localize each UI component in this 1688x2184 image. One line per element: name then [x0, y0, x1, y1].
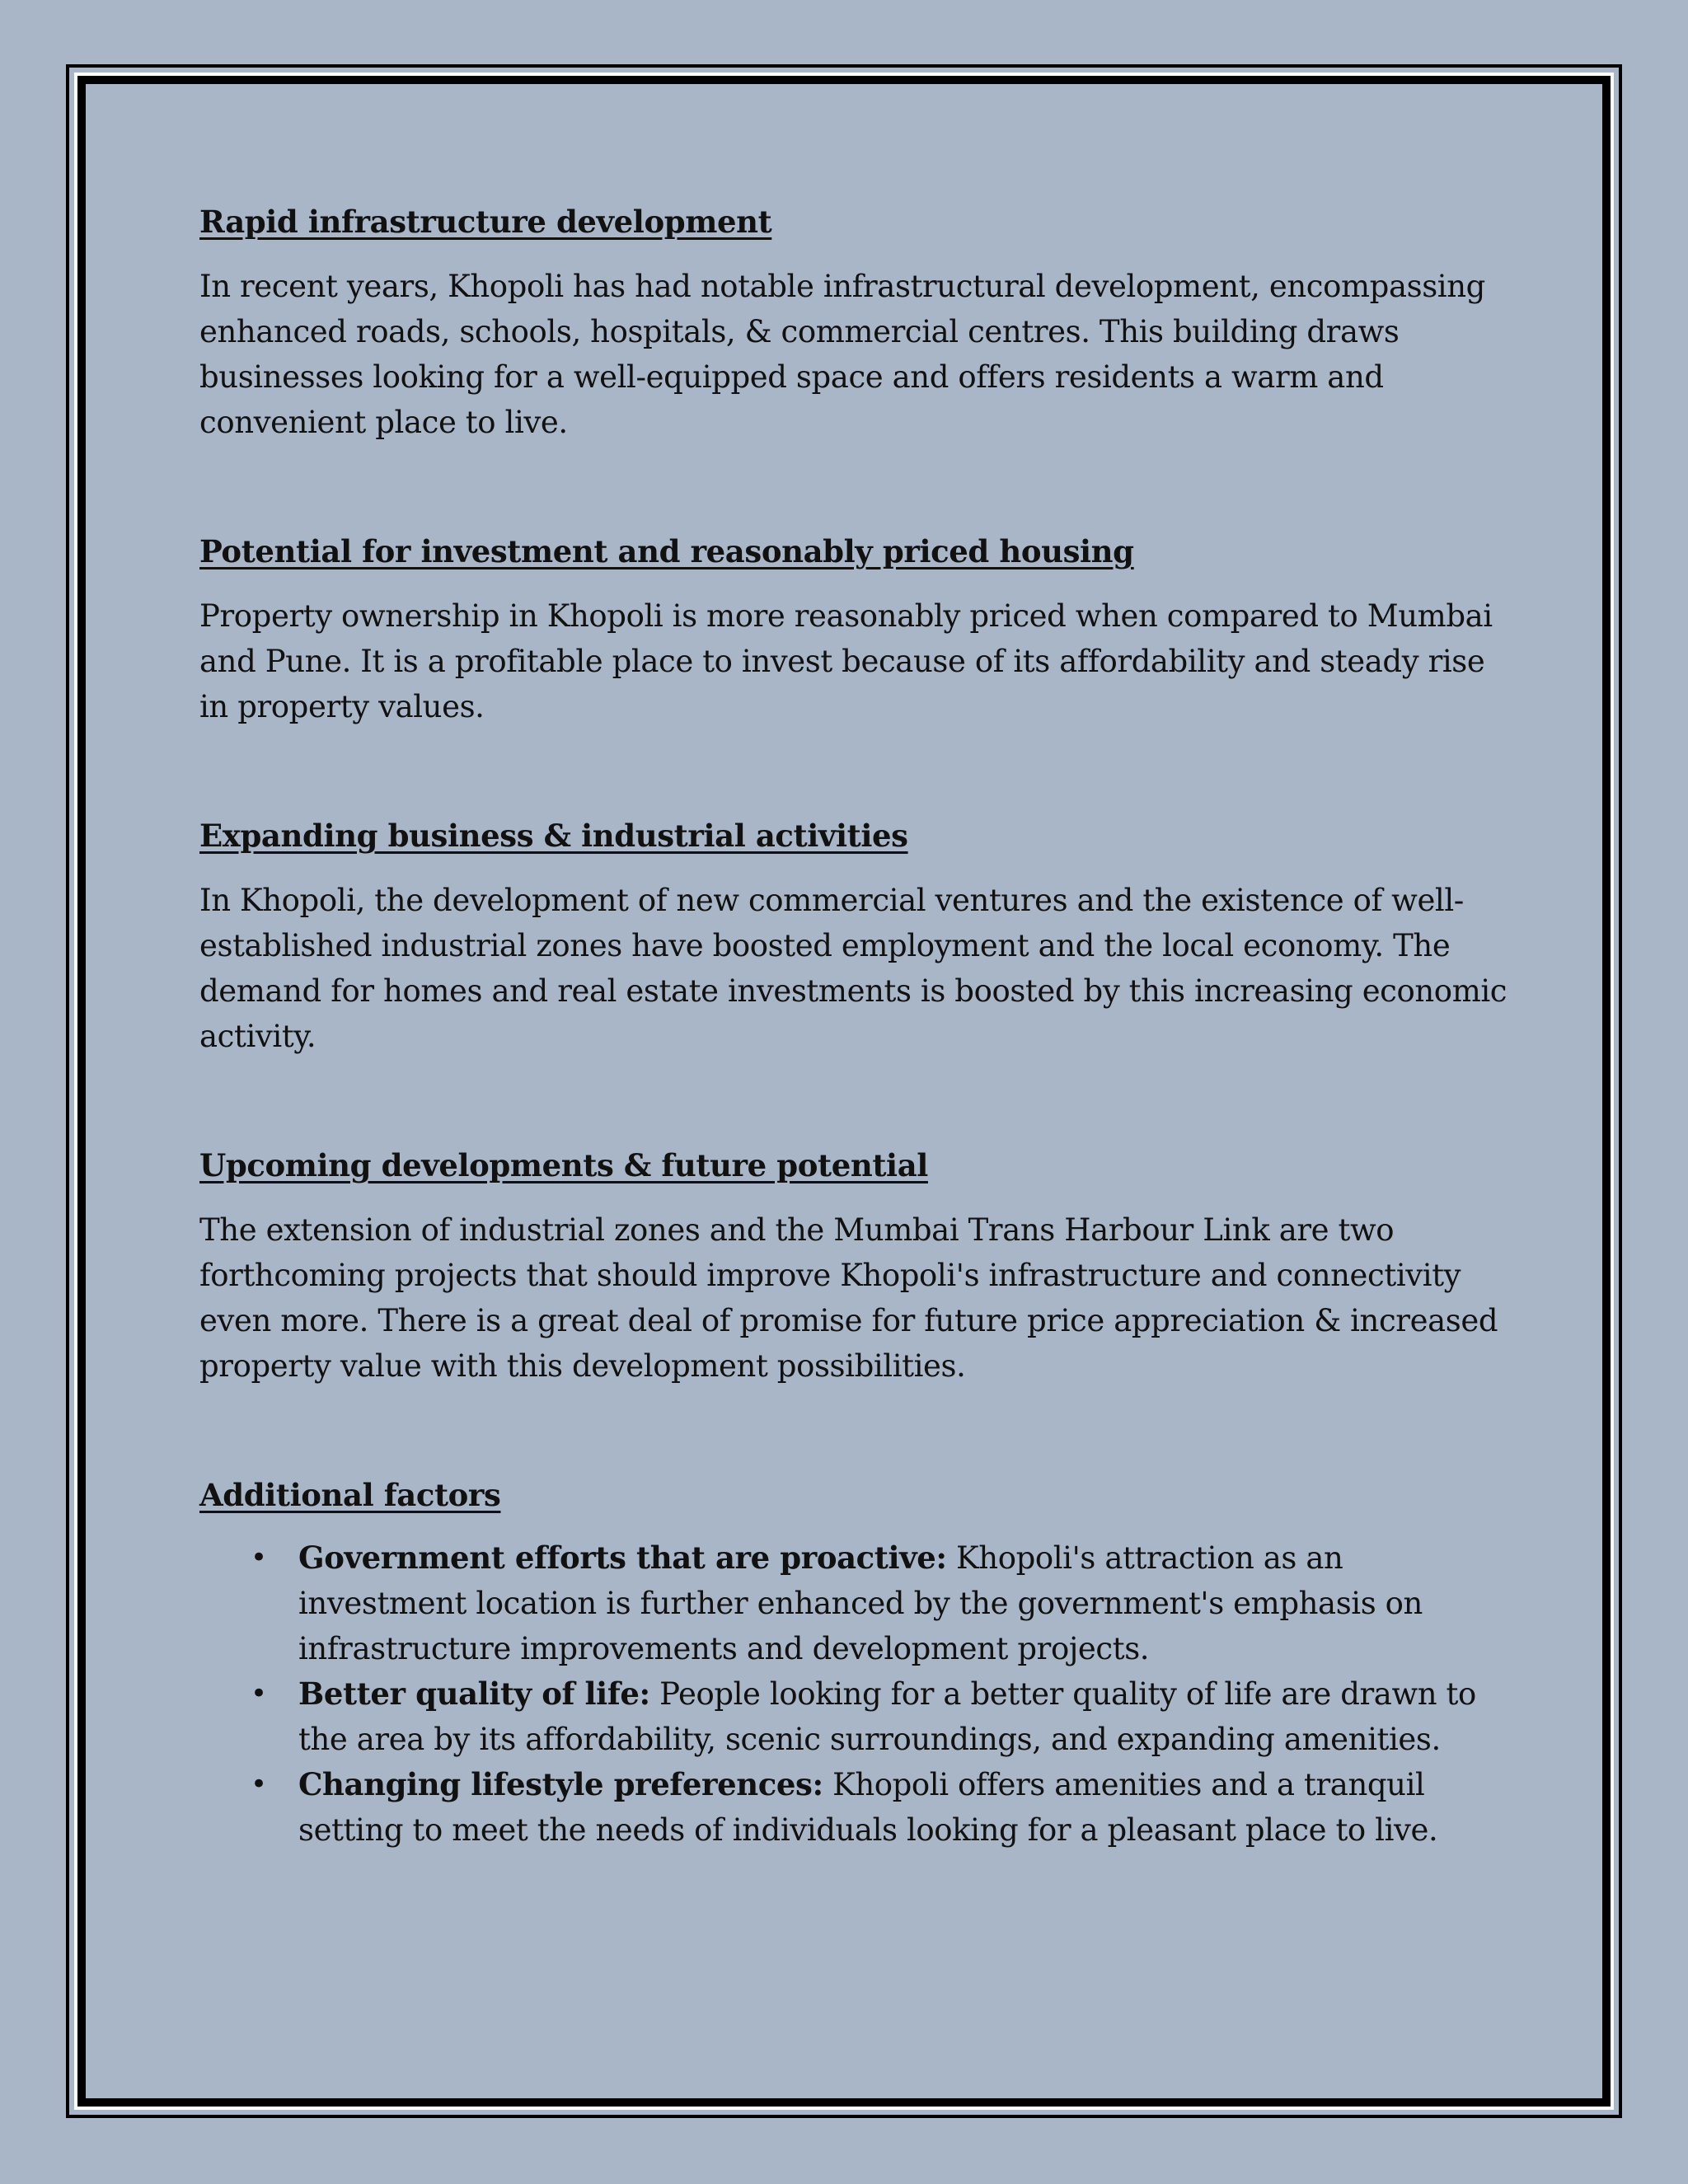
factor-text: Khopoli offers amenities and a tranquil setting to meet the needs of individuals looking for a pleasant place to live. — [298, 1767, 1438, 1848]
factor-term: Better quality of life: — [298, 1675, 650, 1712]
section-heading: Rapid infrastructure development — [199, 204, 772, 240]
section-spacer — [199, 1389, 1510, 1474]
bullet-icon: • — [251, 1677, 267, 1710]
factor-term: Government efforts that are proactive: — [298, 1540, 947, 1576]
section-body: In Khopoli, the development of new commercial ventures and the existence of well-established industrial zones have boosted employment and the local economy. The demand for homes and real estate investments is boosted by this increasing economic activity. — [199, 883, 1507, 1054]
factor-term: Changing lifestyle preferences: — [298, 1766, 823, 1802]
bullet-icon: • — [251, 1768, 267, 1801]
section-heading: Expanding business & industrial activities — [199, 818, 908, 854]
list-item — [251, 1535, 1510, 1671]
section-infrastructure — [199, 201, 1510, 445]
section-additional-factors — [199, 1474, 1510, 1853]
section-business — [199, 815, 1510, 1059]
section-spacer — [199, 1059, 1510, 1145]
section-upcoming — [199, 1145, 1510, 1389]
list-item — [251, 1671, 1510, 1762]
section-body: In recent years, Khopoli has had notable infrastructural development, encompassing enhanced roads, schools, hospitals, & commercial centres. This building draws businesses looking for a well-equipped space and offers residents a warm and convenient place to live. — [199, 269, 1485, 440]
list-item — [251, 1762, 1510, 1853]
section-investment — [199, 531, 1510, 729]
factor-text: Khopoli's attraction as an investment location is further enhanced by the government's emphasis on infrastructure improvements and development projects. — [298, 1540, 1423, 1666]
factors-list — [199, 1535, 1510, 1853]
bullet-icon: • — [251, 1541, 267, 1574]
section-heading: Potential for investment and reasonably priced housing — [199, 533, 1134, 569]
section-body: The extension of industrial zones and the Mumbai Trans Harbour Link are two forthcoming projects that should improve Khopoli's infrastructure and connectivity even more. There is a great deal of promise for future price appreciation & increased property value with this development possibilities. — [199, 1212, 1498, 1384]
section-spacer — [199, 445, 1510, 531]
section-body: Property ownership in Khopoli is more reasonably priced when compared to Mumbai and Pune. It is a profitable place to invest because of its affordability and steady rise in property values. — [199, 598, 1493, 724]
section-heading: Upcoming developments & future potential — [199, 1147, 928, 1183]
section-spacer — [199, 729, 1510, 815]
factor-text: People looking for a better quality of life are drawn to the area by its affordability, scenic surroundings, and expanding amenities. — [298, 1676, 1476, 1757]
document-content — [199, 201, 1510, 1853]
section-heading: Additional factors — [199, 1477, 501, 1513]
